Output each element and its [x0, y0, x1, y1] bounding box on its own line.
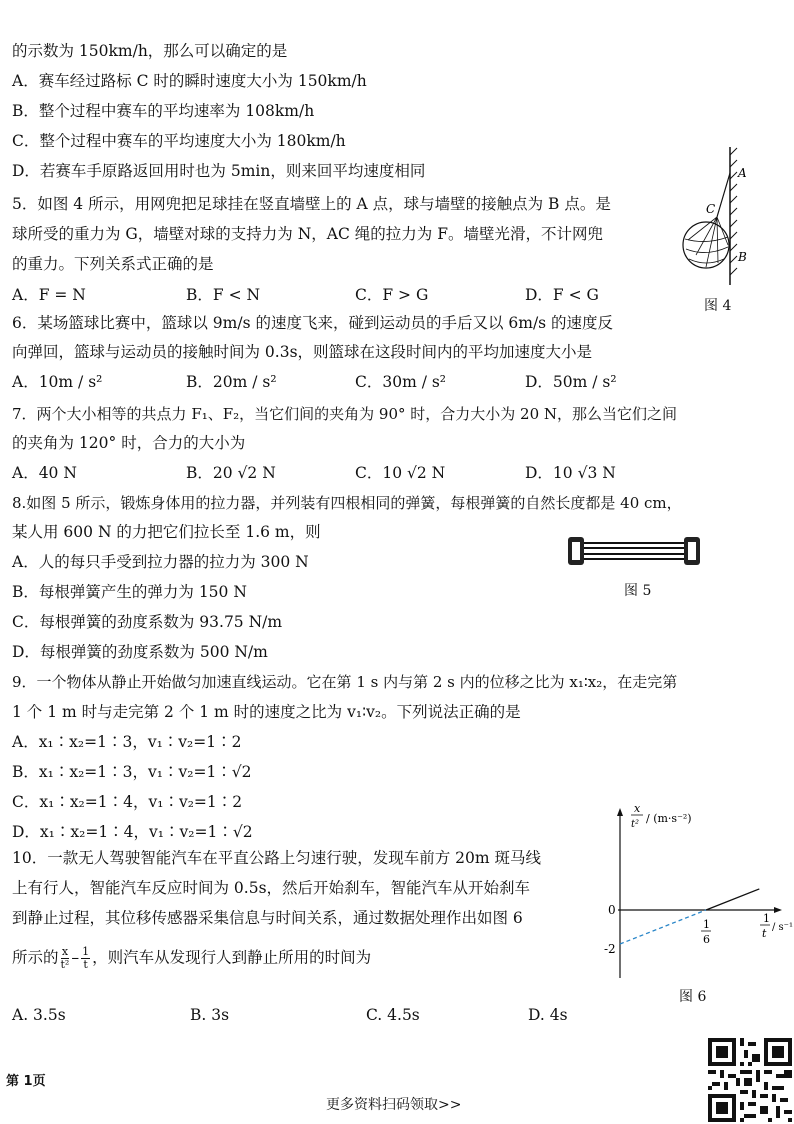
inline-fraction-x-t2: [61, 946, 70, 971]
q4-option-a: A．赛车经过路标 C 时的瞬时速度大小为 150km/h: [12, 72, 367, 90]
wall-hatching: [730, 148, 737, 275]
q10-stem-4-suffix: ，则汽车从发现行人到静止所用的时间为: [92, 948, 372, 967]
q10-option-c: C. 4.5s: [366, 1006, 420, 1024]
q5-option-a: A．F = N: [12, 286, 86, 304]
q6-stem-1: 6．某场篮球比赛中，篮球以 9m/s 的速度飞来，碰到运动员的手后又以 6m/s 的速度反: [12, 314, 614, 332]
figure-6-caption: 图 6: [679, 989, 707, 1005]
figure-4-caption: 图 4: [704, 298, 732, 314]
springs: [584, 543, 684, 559]
q8-option-b: B．每根弹簧产生的弹力为 150 N: [12, 583, 247, 601]
q7-stem-1: 7．两个大小相等的共点力 F₁、F₂，当它们间的夹角为 90° 时，合力大小为 20 N，那么当它们之间: [12, 405, 678, 423]
minus-sign: –: [71, 948, 80, 967]
q8-stem-1: 8.如图 5 所示，锻炼身体用的拉力器，并列装有四根相同的弹簧，每根弹簧的自然长度都是 40 cm，: [12, 494, 682, 512]
origin-label: 0: [608, 903, 616, 917]
x-tick-label-num: 1: [703, 918, 711, 931]
q9-option-c: C．x₁∶x₂=1∶4，v₁∶v₂=1∶2: [12, 793, 243, 811]
q4-option-c: C．整个过程中赛车的平均速度大小为 180km/h: [12, 132, 346, 150]
x-axis-label-den: t: [762, 927, 767, 940]
figure-6-graph: [590, 800, 793, 985]
x-tick-label-den: 6: [703, 933, 711, 946]
text-line: 的示数为 150km/h，那么可以确定的是: [12, 42, 288, 60]
fraction-numerator: 1: [82, 945, 90, 958]
y-axis-arrow: [617, 808, 623, 816]
q6-option-a: A．10m / s²: [12, 373, 103, 391]
q10-stem-3: 到静止过程，其位移传感器采集信息与时间关系，通过数据处理作出如图 6: [12, 909, 523, 927]
q8-stem-2: 某人用 600 N 的力把它们拉长至 1.6 m，则: [12, 523, 321, 541]
q6-option-b: B．20m / s²: [186, 373, 277, 391]
q10-stem-4: [12, 946, 371, 971]
y-axis-label-num: x: [634, 802, 641, 815]
q6-option-d: D．50m / s²: [525, 373, 617, 391]
q10-stem-4-prefix: 所示的: [12, 948, 59, 967]
q10-option-a: A. 3.5s: [12, 1006, 66, 1024]
q5-option-c: C．F > G: [355, 286, 429, 304]
q9-option-d: D．x₁∶x₂=1∶4，v₁∶v₂=1∶√2: [12, 823, 253, 841]
figure-5-caption: 图 5: [624, 583, 652, 599]
figure-5-chest-expander: [566, 533, 706, 569]
fraction-numerator: x: [61, 945, 69, 958]
q9-option-b: B．x₁∶x₂=1∶3，v₁∶v₂=1∶√2: [12, 763, 252, 781]
q5-stem-1: 5．如图 4 所示，用网兜把足球挂在竖直墙壁上的 A 点，球与墙壁的接触点为 B 点。是: [12, 195, 611, 213]
label-a: A: [738, 166, 747, 180]
q10-stem-2: 上有行人，智能汽车反应时间为 0.5s，然后开始刹车，智能汽车从开始刹车: [12, 879, 531, 897]
q7-option-c: C．10 √2 N: [355, 464, 446, 482]
extrapolated-segment: [620, 910, 706, 944]
y-axis-label-den: t²: [631, 819, 640, 830]
data-line: [706, 889, 759, 910]
q6-option-c: C．30m / s²: [355, 373, 447, 391]
q8-option-d: D．每根弹簧的劲度系数为 500 N/m: [12, 643, 268, 661]
q5-stem-2: 球所受的重力为 G，墙壁对球的支持力为 N，AC 绳的拉力为 F。墙壁光滑，不计网兜: [12, 225, 603, 243]
x-axis-unit: / s⁻¹: [772, 922, 793, 933]
q9-stem-2: 1 个 1 m 时与走完第 2 个 1 m 时的速度之比为 v₁∶v₂。下列说法正确的是: [12, 703, 521, 721]
q5-option-d: D．F < G: [525, 286, 599, 304]
q9-stem-1: 9．一个物体从静止开始做匀加速直线运动。它在第 1 s 内与第 2 s 内的位移之比为 x₁∶x₂，在走完第: [12, 673, 678, 691]
q7-option-d: D．10 √3 N: [525, 464, 616, 482]
q7-stem-2: 的夹角为 120° 时，合力的大小为: [12, 434, 246, 452]
q7-option-b: B．20 √2 N: [186, 464, 276, 482]
q9-option-a: A．x₁∶x₂=1∶3，v₁∶v₂=1∶2: [12, 733, 242, 751]
figure-4-ball-on-wall: [680, 145, 760, 290]
q8-option-a: A．人的每只手受到拉力器的拉力为 300 N: [12, 553, 309, 571]
x-axis-arrow: [774, 907, 782, 913]
left-handle-grip: [572, 542, 580, 560]
y-axis-unit: / (m·s⁻²): [646, 812, 692, 825]
page-number: 第 1页: [6, 1074, 46, 1089]
q5-stem-3: 的重力。下列关系式正确的是: [12, 255, 214, 273]
label-b: B: [738, 250, 747, 264]
y-tick-label: -2: [604, 942, 616, 956]
q5-option-b: B．F < N: [186, 286, 261, 304]
inline-fraction-1-t: [81, 946, 90, 971]
label-c: C: [706, 202, 716, 216]
rope-ac: [717, 173, 730, 217]
q4-option-b: B．整个过程中赛车的平均速率为 108km/h: [12, 102, 315, 120]
q4-option-d: D．若赛车手原路返回用时也为 5min，则来回平均速度相同: [12, 162, 426, 180]
fraction-denominator: t: [83, 958, 88, 971]
right-handle-grip: [688, 542, 696, 560]
q10-option-d: D. 4s: [528, 1006, 568, 1024]
x-axis-label-num: 1: [763, 912, 770, 925]
qr-code[interactable]: [708, 1038, 792, 1122]
qr-prompt-text: 更多资料扫码领取>>: [326, 1097, 462, 1113]
q10-option-b: B. 3s: [190, 1006, 230, 1024]
fraction-denominator: t²: [60, 958, 70, 971]
q8-option-c: C．每根弹簧的劲度系数为 93.75 N/m: [12, 613, 283, 631]
q7-option-a: A．40 N: [12, 464, 77, 482]
q10-stem-1: 10．一款无人驾驶智能汽车在平直公路上匀速行驶，发现车前方 20m 斑马线: [12, 849, 542, 867]
q6-stem-2: 向弹回，篮球与运动员的接触时间为 0.3s，则篮球在这段时间内的平均加速度大小是: [12, 343, 593, 361]
